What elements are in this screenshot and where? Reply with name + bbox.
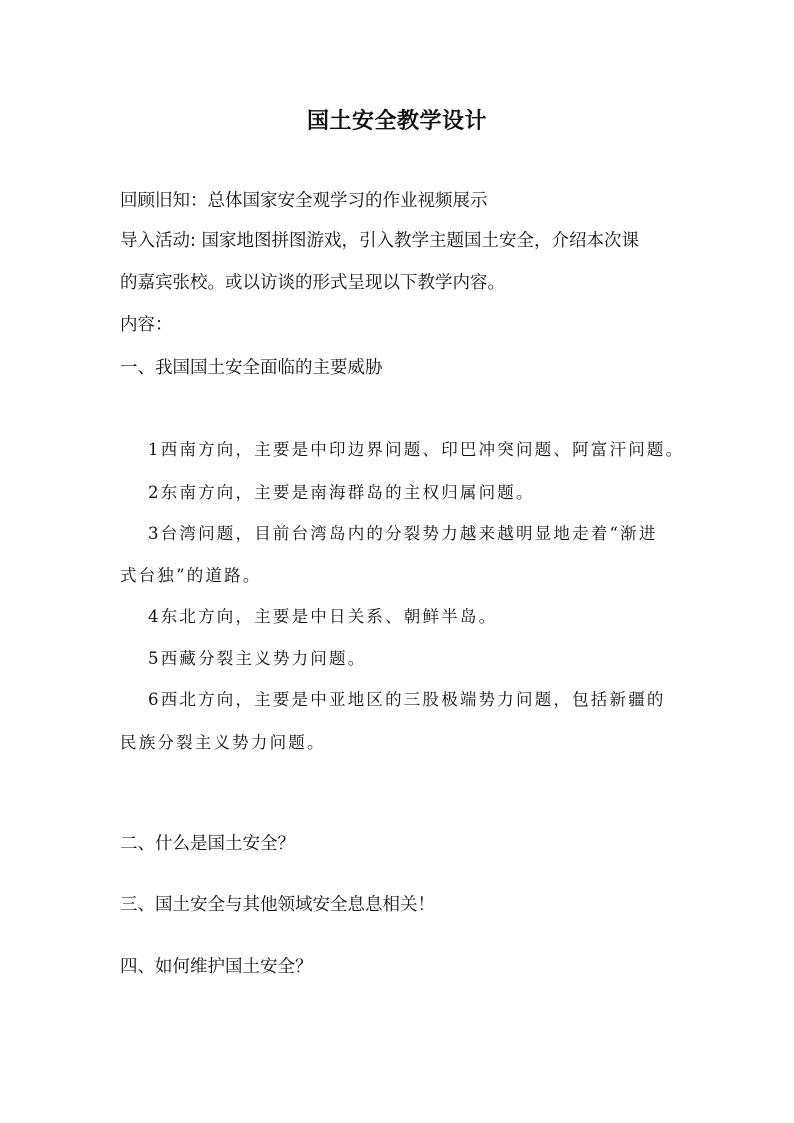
document-title: 国土安全教学设计 xyxy=(306,109,487,134)
threat-item-1: 1西南方向，主要是中印边界问题、印巴冲突问题、阿富汗问题。 xyxy=(148,440,685,459)
intro-line-2: 的嘉宾张校。或以访谈的形式呈现以下教学内容。 xyxy=(120,273,505,293)
threat-item-6: 6西北方向，主要是中亚地区的三股极端势力问题，包括新疆的 xyxy=(148,690,666,709)
section-1-heading: 一、我国国土安全面临的主要威胁 xyxy=(120,358,383,378)
section-4-heading: 四、如何维护国土安全？ xyxy=(120,957,313,977)
section-3-heading: 三、国土安全与其他领域安全息息相关！ xyxy=(120,895,435,915)
threat-item-3: 3台湾问题，目前台湾岛内的分裂势力越来越明显地走着“渐进 xyxy=(148,524,658,543)
threat-item-5: 5西藏分裂主义势力问题。 xyxy=(148,649,367,668)
threat-item-6-continued: 民族分裂主义势力问题。 xyxy=(120,733,326,752)
threat-item-4: 4东北方向，主要是中日关系、朝鲜半岛。 xyxy=(148,607,498,626)
intro-line-1: 导入活动: 国家地图拼图游戏，引入教学主题国土安全，介绍本次课 xyxy=(120,231,639,251)
threat-item-2: 2东南方向，主要是南海群岛的主权归属问题。 xyxy=(148,483,535,502)
threat-item-3-continued: 式台独”的道路。 xyxy=(120,566,262,585)
content-label: 内容： xyxy=(120,315,173,335)
review-line: 回顾旧知：总体国家安全观学习的作业视频展示 xyxy=(120,191,488,211)
section-2-heading: 二、什么是国土安全？ xyxy=(120,834,295,854)
